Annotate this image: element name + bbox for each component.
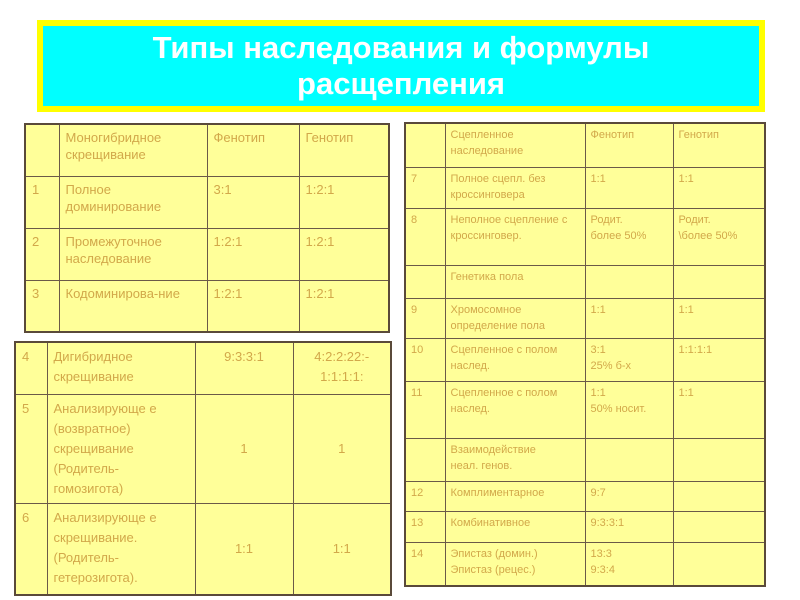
row-number xyxy=(405,265,445,298)
monohybrid-table xyxy=(24,123,390,333)
row-phenotype xyxy=(195,394,293,503)
table-row xyxy=(15,503,391,595)
row-number: 11 xyxy=(405,381,445,438)
row-genotype-line: 1:1 xyxy=(678,303,694,316)
row-phenotype xyxy=(585,298,673,339)
row-type xyxy=(445,208,585,265)
row-type-line: Комбинативное xyxy=(450,517,531,530)
header-cell-num xyxy=(25,124,59,176)
header-cell-phenotype: Фенотип xyxy=(207,124,299,176)
row-phenotype-line: Родит. xyxy=(590,213,623,226)
header-cell-num xyxy=(405,123,445,168)
row-phenotype-line: 50% носит. xyxy=(590,402,647,415)
header-cell-type: Сцепленное наследование xyxy=(445,123,585,168)
row-phenotype xyxy=(585,265,673,298)
row-genotype xyxy=(673,381,765,438)
row-phenotype xyxy=(195,503,293,595)
row-type-line: Генетика пола xyxy=(450,270,524,283)
row-type-line: Анализирующе е (возвратное) скрещивание xyxy=(53,400,157,456)
row-phenotype xyxy=(195,342,293,394)
row-genotype-line: 1:1 xyxy=(332,540,351,556)
row-genotype-line: 1 xyxy=(338,440,346,456)
row-type-line: Дигибридное скрещивание xyxy=(53,349,134,384)
row-genotype xyxy=(673,542,765,586)
table-row xyxy=(405,168,765,209)
row-phenotype-line: 13:3 xyxy=(590,547,612,560)
title-line-2: расщепления xyxy=(297,66,505,101)
row-number: 3 xyxy=(25,280,59,332)
row-genotype-line: 1:1 xyxy=(678,173,694,186)
header-cell-genotype: Генотип xyxy=(299,124,389,176)
row-genotype: 1:2:1 xyxy=(299,228,389,280)
row-genotype xyxy=(673,298,765,339)
row-type-line: Взаимодействие xyxy=(450,443,536,456)
row-phenotype xyxy=(585,542,673,586)
row-phenotype: 3:1 xyxy=(207,176,299,228)
row-phenotype xyxy=(585,512,673,543)
title-inner xyxy=(43,26,759,106)
header-cell-type: Моногибридное скрещивание xyxy=(59,124,207,176)
row-phenotype: 1:2:1 xyxy=(207,280,299,332)
row-type-line: Неполное сцепление с кроссинговер. xyxy=(450,213,568,242)
dihybrid-table xyxy=(14,341,392,596)
row-phenotype-line: 9:7 xyxy=(590,486,606,499)
row-phenotype xyxy=(585,208,673,265)
row-number: 1 xyxy=(25,176,59,228)
row-genotype-line: 1:1 xyxy=(678,386,694,399)
row-type-line: Полное сцепл. без кроссинговера xyxy=(450,173,546,202)
row-phenotype-line: 1:1 xyxy=(590,173,606,186)
table-row xyxy=(405,208,765,265)
row-type xyxy=(47,342,195,394)
row-number: 12 xyxy=(405,481,445,512)
table-header-row xyxy=(25,124,389,176)
row-phenotype-line: 9:3:4 xyxy=(590,563,615,576)
table-row xyxy=(405,298,765,339)
row-genotype: 1:2:1 xyxy=(299,176,389,228)
row-number: 9 xyxy=(405,298,445,339)
row-genotype-line: 1:1:1:1: xyxy=(320,369,364,384)
row-type xyxy=(445,298,585,339)
row-type xyxy=(445,542,585,586)
row-genotype xyxy=(673,438,765,481)
row-genotype-line: Родит. xyxy=(678,213,711,226)
row-type xyxy=(47,503,195,595)
row-genotype-line: 1:1:1:1 xyxy=(678,344,713,357)
row-type xyxy=(47,394,195,503)
row-phenotype: 1:2:1 xyxy=(207,228,299,280)
table-row xyxy=(25,280,389,332)
row-type-line: неал. генов. xyxy=(450,459,513,472)
row-number: 2 xyxy=(25,228,59,280)
row-type xyxy=(445,512,585,543)
row-phenotype-line: более 50% xyxy=(590,229,647,242)
row-genotype xyxy=(293,503,391,595)
row-genotype xyxy=(293,342,391,394)
row-genotype xyxy=(673,168,765,209)
row-phenotype-line: 3:1 xyxy=(590,344,606,357)
table-row xyxy=(405,512,765,543)
linked-inheritance-table xyxy=(404,122,766,587)
row-type xyxy=(445,381,585,438)
row-type-line: Хромосомное определение пола xyxy=(450,303,546,332)
row-phenotype xyxy=(585,438,673,481)
row-phenotype-line: 25% б-х xyxy=(590,360,632,373)
header-cell-phenotype: Фенотип xyxy=(585,123,673,168)
row-phenotype-line: 1 xyxy=(240,440,248,456)
row-number: 14 xyxy=(405,542,445,586)
row-phenotype-line: 1:1 xyxy=(234,540,254,556)
row-type-line: Комплиментарное xyxy=(450,486,545,499)
row-type-line: Эпистаз (рецес.) xyxy=(450,563,536,576)
row-phenotype-line: 1:1 xyxy=(590,303,606,316)
row-genotype-line: \более 50% xyxy=(678,229,738,242)
row-type-line: Анализирующе е скрещивание. xyxy=(53,509,157,545)
row-number xyxy=(405,438,445,481)
row-type xyxy=(445,481,585,512)
table-row xyxy=(15,394,391,503)
row-type-line: (Родитель-гетерозигота). xyxy=(53,549,138,585)
row-type: Кодоминирова-ние xyxy=(59,280,207,332)
row-number: 4 xyxy=(15,342,47,394)
row-type-line: Эпистаз (домин.) xyxy=(450,547,538,560)
table-row xyxy=(405,481,765,512)
row-genotype xyxy=(673,339,765,382)
title-banner xyxy=(37,20,765,112)
row-type-line: Сцепленное с полом наслед. xyxy=(450,344,558,373)
table-row xyxy=(405,542,765,586)
row-genotype-line: 4:2:2:22:- xyxy=(314,349,370,364)
row-type-line: (Родитель-гомозигота) xyxy=(53,460,124,496)
row-number: 7 xyxy=(405,168,445,209)
row-number: 6 xyxy=(15,503,47,595)
table-header-row xyxy=(405,123,765,168)
row-type xyxy=(445,339,585,382)
row-type xyxy=(445,265,585,298)
row-number: 13 xyxy=(405,512,445,543)
row-type: Полное доминирование xyxy=(59,176,207,228)
row-genotype xyxy=(673,481,765,512)
row-phenotype-line: 9:3:3:1 xyxy=(224,349,264,364)
row-phenotype xyxy=(585,168,673,209)
table-row xyxy=(405,438,765,481)
row-genotype: 1:2:1 xyxy=(299,280,389,332)
row-phenotype xyxy=(585,481,673,512)
row-phenotype xyxy=(585,339,673,382)
table-row xyxy=(405,339,765,382)
row-type xyxy=(445,168,585,209)
table-row xyxy=(15,342,391,394)
row-genotype xyxy=(673,512,765,543)
table-row xyxy=(25,176,389,228)
table-row xyxy=(405,381,765,438)
row-number: 10 xyxy=(405,339,445,382)
row-phenotype-line: 9:3:3:1 xyxy=(590,517,625,530)
table-row xyxy=(25,228,389,280)
row-type: Промежуточное наследование xyxy=(59,228,207,280)
title-line-1: Типы наследования и формулы xyxy=(152,30,650,65)
row-phenotype-line: 1:1 xyxy=(590,386,606,399)
row-number: 8 xyxy=(405,208,445,265)
row-genotype xyxy=(673,265,765,298)
row-genotype xyxy=(293,394,391,503)
row-type xyxy=(445,438,585,481)
row-genotype xyxy=(673,208,765,265)
header-cell-genotype: Генотип xyxy=(673,123,765,168)
row-phenotype xyxy=(585,381,673,438)
row-number: 5 xyxy=(15,394,47,503)
row-type-line: Сцепленное с полом наслед. xyxy=(450,386,558,415)
table-row xyxy=(405,265,765,298)
